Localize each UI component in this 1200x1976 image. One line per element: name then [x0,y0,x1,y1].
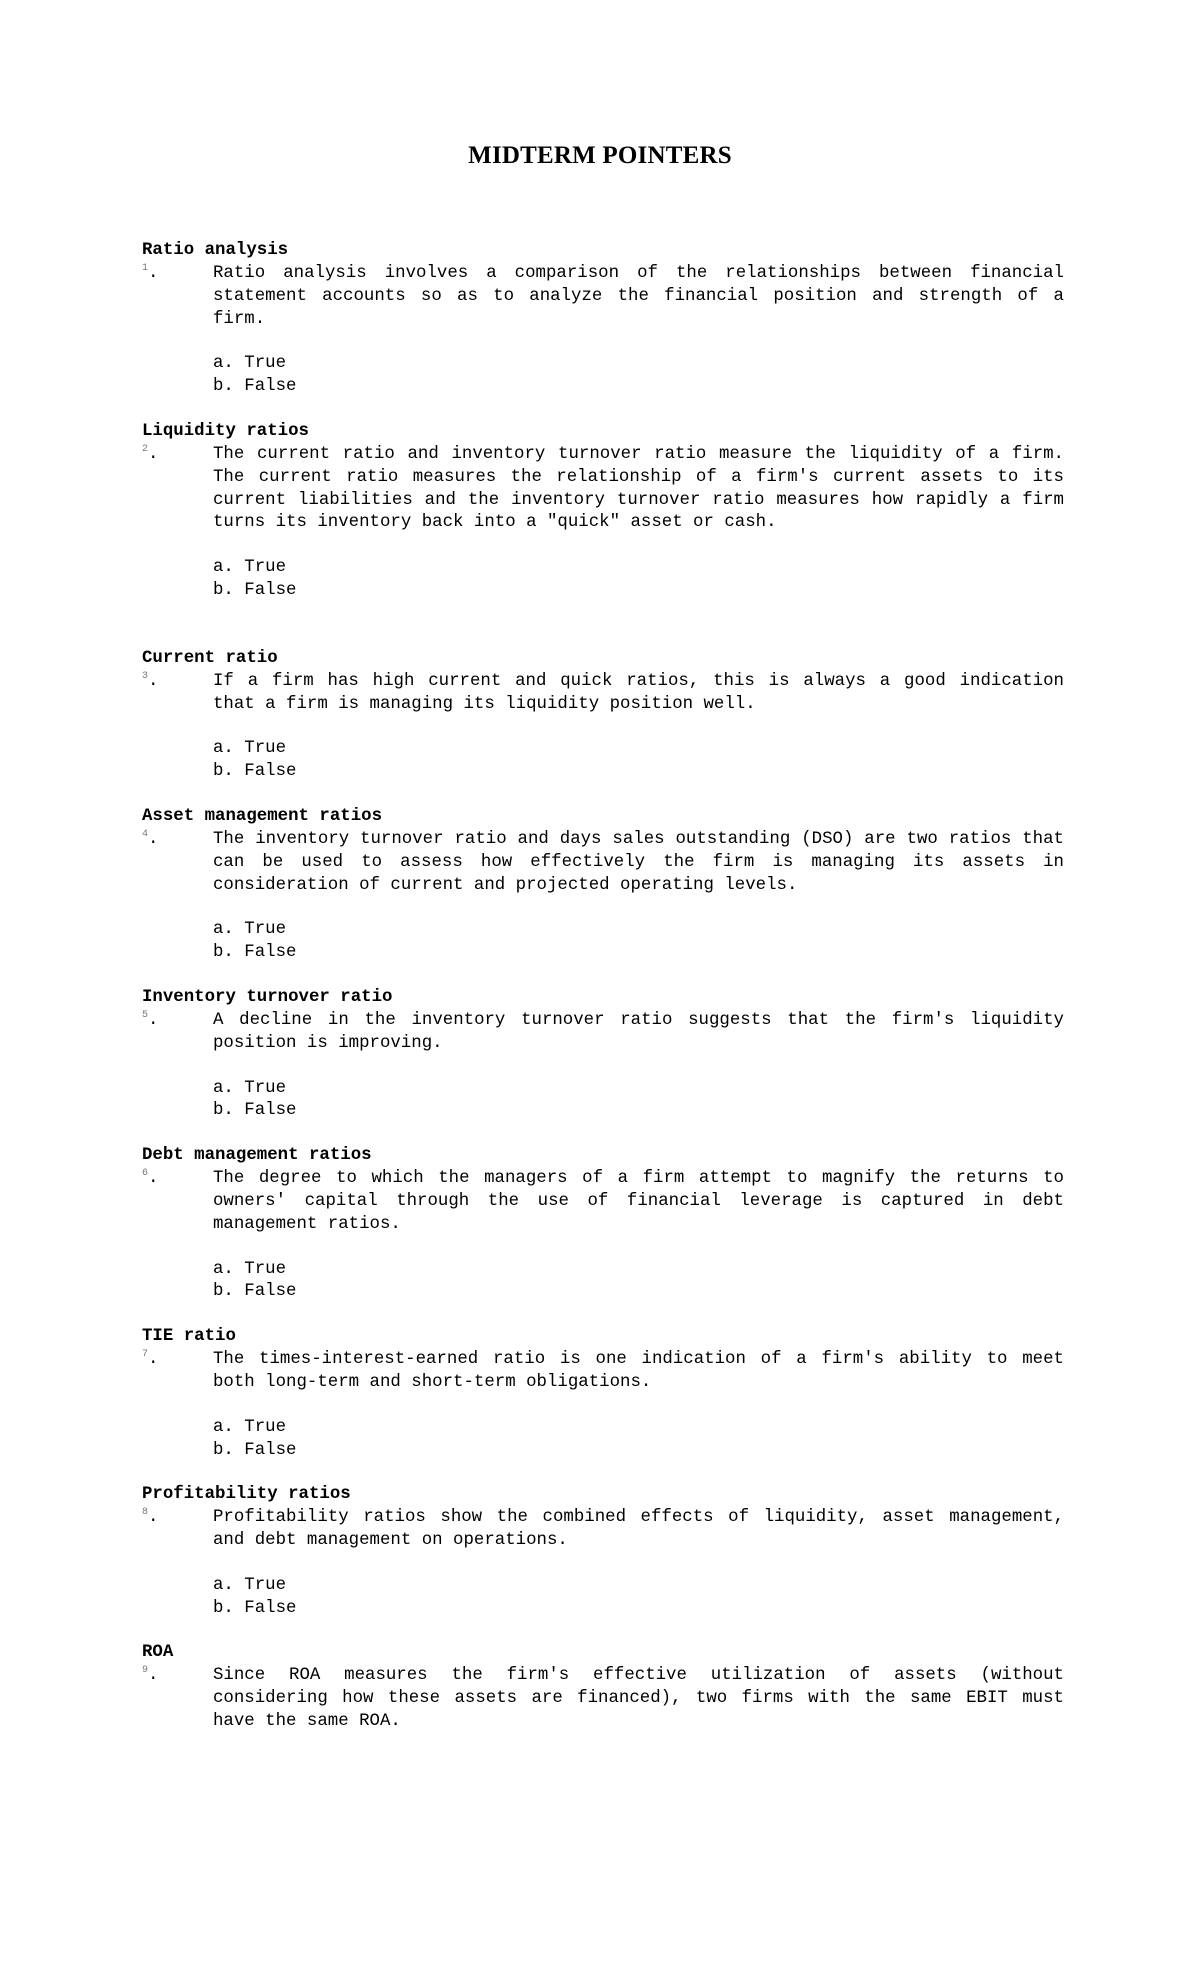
question-text: The times-interest-earned ratio is one indication of a firm's ability to meet both long-term and short-term obligations. [213,1350,1064,1392]
option-false[interactable]: b. False [213,377,297,397]
question-section [142,1642,1064,1733]
question-item [142,1349,1064,1395]
question-item [142,1665,1064,1733]
option-true[interactable]: a. True [213,920,287,940]
answer-options [142,1259,1064,1305]
section-heading: Liquidity ratios [142,421,309,441]
option-true[interactable]: a. True [213,1078,287,1098]
spacer [142,1304,1064,1326]
spacer [142,965,1064,987]
section-heading: Current ratio [142,648,278,668]
question-number: $^6$. [142,1168,159,1189]
question-number: $^7$. [142,1349,159,1370]
question-item [142,1168,1064,1236]
question-section [142,806,1064,965]
option-true[interactable]: a. True [213,558,287,578]
question-item [142,671,1064,717]
question-text: Profitability ratios show the combined effects of liquidity, asset management, and debt management on operations. [213,1508,1064,1551]
spacer [142,603,1064,648]
question-item [142,263,1064,331]
section-heading: Inventory turnover ratio [142,987,393,1007]
answer-options [142,738,1064,784]
answer-options [142,1575,1064,1621]
option-false[interactable]: b. False [213,1440,297,1460]
option-true[interactable]: a. True [213,739,287,759]
question-list [142,240,1064,1734]
section-heading: Debt management ratios [142,1146,372,1166]
section-heading: Ratio analysis [142,241,289,260]
section-heading: Profitability ratios [142,1485,351,1505]
question-text: Ratio analysis involves a comparison of the relationships between financial statement accounts so as to analyze the financial position and strength of a firm. [213,264,1064,329]
section-heading: TIE ratio [142,1327,236,1347]
option-false[interactable]: b. False [213,943,297,963]
option-true[interactable]: a. True [213,1417,287,1437]
spacer [142,1123,1064,1145]
option-false[interactable]: b. False [213,1598,297,1618]
spacer [142,399,1064,421]
question-text: A decline in the inventory turnover ratio suggests that the firm's liquidity position is improving. [213,1010,1064,1053]
page-title: MIDTERM POINTERS [468,142,732,169]
question-number: $^9$. [142,1665,159,1686]
option-false[interactable]: b. False [213,1282,297,1302]
option-true[interactable]: a. True [213,354,287,374]
option-true[interactable]: a. True [213,1575,287,1595]
question-item [142,829,1064,897]
answer-options [142,557,1064,603]
question-section [142,240,1064,399]
spacer [142,1462,1064,1484]
answer-options [142,919,1064,965]
question-text: The current ratio and inventory turnover ratio measure the liquidity of a firm. The current ratio measures the relationship of a firm's current assets to its current liabilities and the inventory turnover ratio measures how rapidly a firm turns its inventory back into a "quick" asset or cash. [213,444,1064,533]
question-section [142,1484,1064,1620]
question-text: If a firm has high current and quick ratios, this is always a good indication that a firm is managing its liquidity position well. [213,671,1064,714]
question-number: $^3$. [142,670,159,691]
option-false[interactable]: b. False [213,1101,297,1121]
question-section [142,648,1064,784]
question-number: $^4$. [142,828,159,849]
question-text: The inventory turnover ratio and days sales outstanding (DSO) are two ratios that can be used to assess how effectively the firm is managing its assets in consideration of current and projected operating levels. [213,829,1064,895]
answer-options [142,1078,1064,1124]
question-item [142,1010,1064,1056]
spacer [142,784,1064,806]
question-item [142,1507,1064,1553]
answer-options [142,1417,1064,1463]
question-section [142,421,1064,603]
spacer [142,1620,1064,1642]
option-true[interactable]: a. True [213,1259,287,1279]
question-section [142,987,1064,1123]
option-false[interactable]: b. False [213,762,297,782]
question-number: $^1$. [142,263,159,283]
question-text: Since ROA measures the firm's effective utilization of assets (without considering how these assets are financed), two firms with the same EBIT must have the same ROA. [213,1666,1064,1732]
option-false[interactable]: b. False [213,580,297,600]
question-item [142,444,1064,535]
section-heading: Asset management ratios [142,806,383,826]
question-text: The degree to which the managers of a firm attempt to magnify the returns to owners' capital through the use of financial leverage is captured in debt management ratios. [213,1169,1064,1234]
question-number: $^5$. [142,1009,159,1030]
section-heading: ROA [142,1643,174,1663]
question-number: $^8$. [142,1507,159,1528]
question-section [142,1326,1064,1462]
answer-options [142,353,1064,399]
question-number: $^2$. [142,443,159,464]
question-section [142,1145,1064,1304]
